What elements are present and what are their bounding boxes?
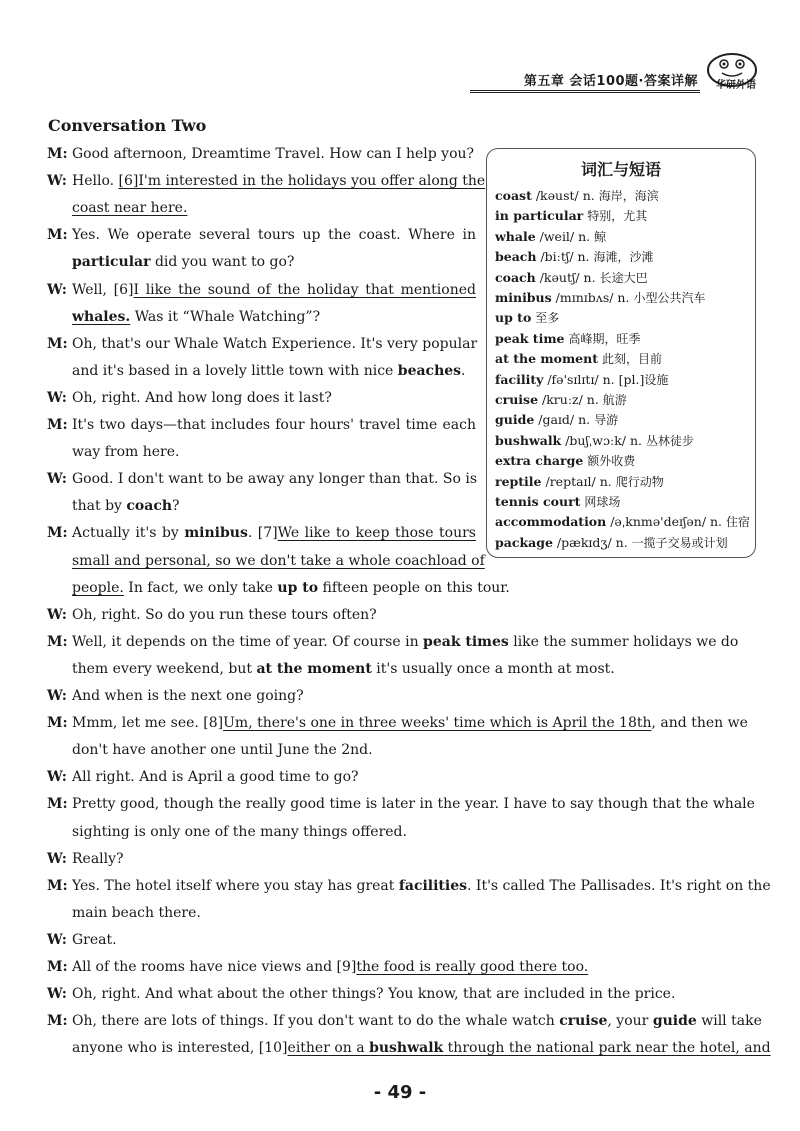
dialogue-segment: main beach there. (72, 905, 201, 921)
dialogue-line (72, 986, 675, 1002)
dialogue-segment: it's usually once a month at most. (371, 661, 615, 677)
vocab-item (495, 269, 648, 286)
answer-underline: people. (72, 580, 124, 596)
vocab-def: 鲸 (594, 230, 607, 244)
speaker-label: M: (47, 336, 68, 352)
dialogue-line (72, 553, 485, 569)
dialogue-segment: whales. (72, 309, 131, 325)
dialogue-segment: Oh, that's our Whale Watch Experience. It's very popular (72, 336, 478, 352)
dialogue-segment: , and then we (651, 715, 748, 731)
dialogue-line (72, 769, 359, 785)
dialogue-line (72, 146, 474, 162)
dialogue-segment: Good. I don't want to be away any longer than that. So is (72, 471, 478, 487)
dialogue-line (72, 417, 476, 433)
dialogue-line (72, 173, 486, 189)
dialogue-line (72, 580, 510, 596)
dialogue-line (72, 878, 771, 894)
vocab-word: cruise (495, 392, 539, 407)
dialogue-segment: . It's called The Pallisades. It's right on the (467, 878, 771, 894)
dialogue-segment: like the summer holidays we do (508, 634, 739, 650)
dialogue-segment: In fact, we only take (123, 580, 278, 596)
speaker-label: W: (47, 932, 67, 948)
speaker-label: W: (47, 173, 67, 189)
vocab-def: 特别，尤其 (587, 209, 648, 223)
vocab-word: package (495, 535, 553, 550)
vocab-def: 导游 (594, 413, 619, 427)
dialogue-segment: Hello. (72, 173, 119, 189)
dialogue-line (72, 363, 466, 379)
dialogue-line (72, 688, 304, 704)
speaker-label: M: (47, 878, 68, 894)
dialogue-segment: Good afternoon, Dreamtime Travel. How can I help you? (72, 146, 475, 162)
dialogue-segment: facilities (398, 878, 468, 894)
frog-logo-icon (704, 52, 760, 98)
dialogue-segment: Oh, right. And what about the other things? You know, that are included in the price. (72, 986, 676, 1002)
speaker-label: W: (47, 607, 67, 623)
vocab-def: 住宿 (726, 515, 751, 529)
dialogue-segment: Oh, there are lots of things. If you don't want to do the whale watch (72, 1013, 560, 1029)
vocab-word: guide (495, 412, 535, 427)
vocab-def: 长途大巴 (599, 271, 648, 285)
vocab-phon: /fə'sɪlɪtɪ/ n. [pl.] (543, 372, 645, 387)
speaker-label: M: (47, 417, 68, 433)
dialogue-line (72, 905, 201, 921)
dialogue-segment: fifteen people on this tour. (318, 580, 510, 596)
vocab-box (486, 148, 756, 558)
vocab-item (495, 534, 728, 551)
vocab-def: 至多 (535, 311, 560, 325)
dialogue-segment: ? (172, 498, 180, 514)
dialogue-segment: guide (652, 1013, 697, 1029)
answer-underline: the food is really good there too. (356, 959, 589, 975)
vocab-phon: /kəust/ n. (531, 188, 599, 203)
vocab-word: accommodation (495, 514, 607, 529)
dialogue-segment: coach (126, 498, 173, 514)
dialogue-segment: , your (607, 1013, 653, 1029)
dialogue-segment: did you want to go? (150, 254, 295, 270)
speaker-label: W: (47, 390, 67, 406)
answer-underline: through the national park near the hotel, and (443, 1040, 771, 1056)
vocab-def: 航游 (602, 393, 627, 407)
speaker-label: W: (47, 282, 67, 298)
vocab-item (495, 289, 705, 306)
vocab-item (495, 473, 664, 490)
speaker-label: M: (47, 634, 68, 650)
speaker-label: W: (47, 688, 67, 704)
answer-underline: I like the sound of the holiday that mentioned (133, 282, 476, 298)
speaker-label: M: (47, 146, 68, 162)
dialogue-segment: All of the rooms have nice views and [9] (72, 959, 357, 975)
answer-underline: small and personal, so we don't take a whole coachload of (72, 553, 485, 569)
dialogue-line (72, 471, 476, 487)
speaker-label: M: (47, 227, 68, 243)
vocab-def: 设施 (644, 373, 669, 387)
dialogue-line (72, 498, 180, 514)
vocab-title: 词汇与短语 (580, 160, 661, 179)
speaker-label: W: (47, 851, 67, 867)
vocab-def: 海岸，海滨 (598, 189, 659, 203)
dialogue-segment: Oh, right. So do you run these tours often? (72, 607, 377, 623)
speaker-label: M: (47, 1013, 68, 1029)
vocab-phon: /mɪnɪbʌs/ n. (551, 290, 634, 305)
vocab-word: facility (495, 372, 544, 387)
dialogue-segment: minibus (184, 525, 248, 541)
dialogue-segment: way from here. (72, 444, 180, 460)
vocab-item (495, 207, 647, 224)
speaker-label: M: (47, 959, 68, 975)
vocab-phon: /əˌknmə'deɪʃən/ n. (606, 514, 727, 529)
publisher-logo (704, 52, 760, 98)
vocab-word: whale (495, 229, 536, 244)
dialogue-segment: don't have another one until June the 2nd. (72, 742, 373, 758)
vocab-phon: /pækɪdʒ/ n. (552, 535, 632, 550)
dialogue-segment: at the moment (256, 661, 372, 677)
dialogue-line (72, 282, 476, 298)
dialogue-segment: peak times (423, 634, 509, 650)
dialogue-line (72, 444, 179, 460)
speaker-label: M: (47, 525, 68, 541)
vocab-item (495, 513, 750, 530)
vocab-word: reptile (495, 474, 542, 489)
vocab-word: peak time (495, 331, 565, 346)
dialogue-line (72, 390, 332, 406)
dialogue-line (72, 200, 187, 216)
dialogue-line (72, 254, 294, 270)
vocab-word: bushwalk (495, 433, 562, 448)
dialogue-segment: that by (72, 498, 127, 514)
dialogue-line (72, 525, 476, 541)
vocab-item (495, 330, 641, 347)
dialogue-segment: Oh, right. And how long does it last? (72, 390, 332, 406)
vocab-word: coach (495, 270, 536, 285)
answer-underline: [6]I'm interested in the holidays you offer along the (118, 173, 486, 189)
vocab-phon: /buʃˌwɔːk/ n. (561, 433, 646, 448)
dialogue-segment: bushwalk (369, 1040, 444, 1056)
answer-underline: either on a (287, 1040, 370, 1056)
vocab-word: beach (495, 249, 537, 264)
dialogue-segment: Well, [6] (72, 282, 134, 298)
dialogue-line (72, 336, 476, 352)
vocab-def: 小型公共汽车 (633, 291, 706, 305)
vocab-item (495, 309, 559, 326)
dialogue-line (72, 607, 377, 623)
answer-underline: We like to keep those tours (277, 525, 476, 541)
dialogue-segment: particular (72, 254, 151, 270)
vocab-item (495, 228, 606, 245)
dialogue-line (72, 661, 615, 677)
dialogue-segment: Was it “Whale Watching”? (130, 309, 321, 325)
vocab-phon: /biːtʃ/ n. (536, 249, 594, 264)
vocab-item (495, 391, 627, 408)
vocab-word: at the moment (495, 351, 598, 366)
dialogue-segment: up to (277, 580, 319, 596)
vocab-def: 网球场 (584, 495, 621, 509)
vocab-item (495, 187, 659, 204)
dialogue-segment: them every weekend, but (72, 661, 257, 677)
dialogue-segment: It's two days—that includes four hours' travel time each (72, 417, 476, 433)
vocab-item (495, 432, 694, 449)
dialogue-line (72, 1013, 762, 1029)
vocab-item (495, 493, 620, 510)
vocab-word: in particular (495, 208, 584, 223)
vocab-phon: /kruːz/ n. (538, 392, 603, 407)
page-number: - 49 - (373, 1082, 427, 1103)
vocab-def: 海滩，沙滩 (593, 250, 654, 264)
dialogue-segment: cruise (559, 1013, 608, 1029)
vocab-def: 此刻，目前 (601, 352, 662, 366)
vocab-word: minibus (495, 290, 552, 305)
vocab-def: 额外收费 (587, 454, 636, 468)
vocab-phon: /gaɪd/ n. (534, 412, 595, 427)
speaker-label: W: (47, 986, 67, 1002)
answer-underline (369, 1040, 443, 1056)
dialogue-segment: Yes. We operate several tours up the coast. Where in (72, 227, 476, 243)
header-rule (470, 90, 700, 93)
dialogue-segment: Great. (72, 932, 117, 948)
dialogue-segment: . (461, 363, 466, 379)
vocab-def: 丛林徒步 (645, 434, 694, 448)
dialogue-segment: Actually it's by (72, 525, 185, 541)
vocab-phon: /weil/ n. (535, 229, 595, 244)
vocab-phon: /reptaɪl/ n. (541, 474, 616, 489)
dialogue-segment: will take (696, 1013, 762, 1029)
vocab-word: extra charge (495, 453, 584, 468)
dialogue-line (72, 715, 748, 731)
dialogue-line (72, 824, 407, 840)
vocab-word: coast (495, 188, 532, 203)
vocab-item (495, 248, 654, 265)
dialogue-segment: sighting is only one of the many things offered. (72, 824, 407, 840)
speaker-label: M: (47, 715, 68, 731)
dialogue-segment: Really? (72, 851, 124, 867)
dialogue-segment: beaches (397, 363, 462, 379)
vocab-word: tennis court (495, 494, 581, 509)
vocab-item (495, 350, 662, 367)
dialogue-line (72, 1040, 771, 1056)
vocab-item (495, 371, 668, 388)
dialogue-line (72, 796, 755, 812)
answer-underline: coast near here. (72, 200, 188, 216)
dialogue-segment: And when is the next one going? (72, 688, 304, 704)
dialogue-line (72, 959, 588, 975)
vocab-word: up to (495, 310, 532, 325)
dialogue-line (72, 634, 738, 650)
speaker-label: W: (47, 471, 67, 487)
logo-text: 华研外语 (716, 80, 756, 91)
dialogue-segment: Yes. The hotel itself where you stay has great (72, 878, 399, 894)
dialogue-line (72, 851, 124, 867)
dialogue-segment: anyone who is interested, [10] (72, 1040, 288, 1056)
answer-underline: Um, there's one in three weeks' time which is April the 18th (223, 715, 652, 731)
dialogue-segment: Well, it depends on the time of year. Of course in (72, 634, 424, 650)
vocab-item (495, 452, 635, 469)
vocab-item (495, 411, 618, 428)
dialogue-line (72, 227, 476, 243)
section-title: Conversation Two (48, 116, 207, 135)
dialogue-segment: All right. And is April a good time to go? (72, 769, 359, 785)
dialogue-segment: . [7] (247, 525, 278, 541)
speaker-label: M: (47, 796, 68, 812)
dialogue-line (72, 932, 117, 948)
dialogue-line (72, 309, 320, 325)
chapter-title: 第五章 会话100题·答案详解 (523, 74, 698, 89)
dialogue-line (72, 742, 373, 758)
dialogue-segment: Pretty good, though the really good time is later in the year. I have to say though that the whale (72, 796, 755, 812)
vocab-def: 高峰期，旺季 (568, 332, 641, 346)
vocab-def: 爬行动物 (615, 475, 664, 489)
vocab-phon: /kəutʃ/ n. (535, 270, 600, 285)
speaker-label: W: (47, 769, 67, 785)
answer-underline (72, 309, 130, 325)
dialogue-segment: Mmm, let me see. [8] (72, 715, 224, 731)
vocab-def: 一揽子交易或计划 (631, 536, 728, 550)
page-header (470, 62, 760, 98)
dialogue-segment: and it's based in a lovely little town with nice (72, 363, 398, 379)
